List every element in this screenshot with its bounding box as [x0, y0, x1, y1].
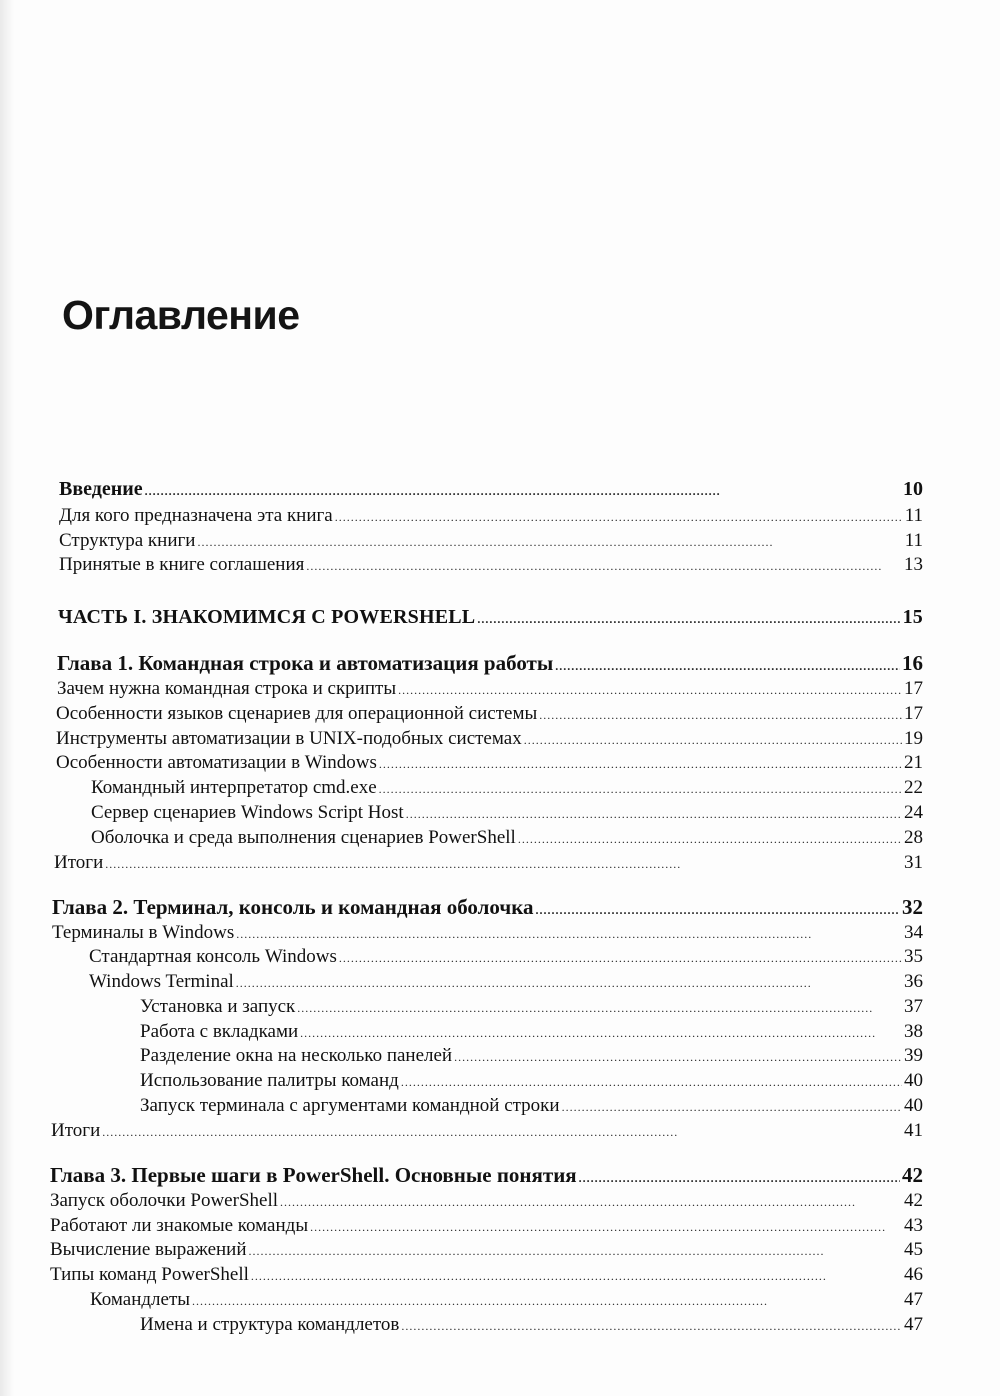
toc-leader-dots: [297, 997, 902, 1019]
toc-entry[interactable]: [91, 802, 923, 825]
toc-entry-title: Терминалы в Windows: [52, 922, 235, 943]
toc-leader-dots: [280, 1191, 902, 1213]
toc-leader-dots: [379, 778, 902, 800]
toc-leader-dots: [539, 704, 902, 726]
toc-entry-page: 43: [904, 1215, 923, 1236]
toc-entry[interactable]: [89, 971, 923, 994]
toc-entry-title: ЧАСТЬ I. ЗНАКОМИМСЯ С POWERSHELL: [58, 606, 476, 628]
toc-leader-dots: [454, 1046, 902, 1068]
toc-chapter-1[interactable]: [57, 652, 923, 677]
toc-leader-dots: [379, 753, 902, 775]
toc-entry-title: Итоги: [54, 852, 104, 873]
toc-entry-page: 11: [904, 530, 923, 551]
toc-entry-page: 10: [903, 478, 923, 500]
toc-entry-page: 21: [904, 752, 923, 773]
page-title: Оглавление: [62, 292, 300, 338]
toc-entry[interactable]: [59, 505, 923, 528]
toc-entry[interactable]: [50, 1190, 923, 1213]
toc-entry[interactable]: [140, 1021, 923, 1044]
toc-entry-title: Типы команд PowerShell: [50, 1264, 249, 1285]
toc-entry-title: Установка и запуск: [140, 996, 296, 1017]
toc-entry[interactable]: [52, 922, 923, 945]
toc-entry[interactable]: [57, 678, 923, 701]
toc-leader-dots: [306, 555, 902, 577]
toc-entry-title: Глава 2. Терминал, консоль и командная оболочка: [52, 895, 534, 919]
toc-entry-page: 28: [904, 827, 923, 848]
toc-entry-page: 32: [902, 895, 923, 919]
toc-entry[interactable]: [50, 1264, 923, 1287]
toc-entry[interactable]: [91, 827, 923, 850]
toc-entry-page: 13: [904, 554, 923, 575]
toc-entry-page: 47: [904, 1289, 923, 1310]
toc-chapter-2[interactable]: [52, 896, 923, 921]
toc-entry-page: 40: [904, 1070, 923, 1091]
toc-entry-title: Глава 3. Первые шаги в PowerShell. Основные понятия: [50, 1163, 577, 1187]
toc-entry-title: Вычисление выражений: [50, 1239, 247, 1260]
toc-leader-dots: [102, 1121, 902, 1143]
toc-entry[interactable]: [140, 996, 923, 1019]
toc-entry-title: Использование палитры команд: [140, 1070, 399, 1091]
toc-leader-dots: [401, 1315, 902, 1337]
toc-leader-dots: [300, 1022, 902, 1044]
toc-entry-title: Инструменты автоматизации в UNIX-подобных системах: [56, 728, 522, 749]
toc-entry-page: 41: [904, 1120, 923, 1141]
toc-entry-page: 46: [904, 1264, 923, 1285]
toc-entry-title: Введение: [59, 478, 143, 500]
toc-leader-dots: [406, 803, 902, 825]
toc-entry-page: 19: [904, 728, 923, 749]
toc-entry-title: Сервер сценариев Windows Script Host: [91, 802, 404, 823]
toc-leader-dots: [339, 947, 902, 969]
toc-entry[interactable]: [59, 530, 923, 553]
toc-entry-page: 42: [902, 1163, 923, 1187]
toc-entry-page: 34: [904, 922, 923, 943]
toc-entry-title: Разделение окна на несколько панелей: [140, 1045, 453, 1066]
toc-entry[interactable]: [89, 946, 923, 969]
toc-entry-title: Особенности языков сценариев для операционной системы: [56, 703, 538, 724]
toc-entry-title: Особенности автоматизации в Windows: [56, 752, 377, 773]
toc-entry-title: Работают ли знакомые команды: [50, 1215, 309, 1236]
toc-entry[interactable]: [56, 728, 923, 751]
toc-entry[interactable]: [140, 1070, 923, 1093]
toc-entry-page: 42: [904, 1190, 923, 1211]
toc-entry[interactable]: [140, 1045, 923, 1068]
toc-leader-dots: [398, 679, 902, 701]
toc-leader-dots: [192, 1290, 902, 1312]
toc-entry[interactable]: [56, 752, 923, 775]
toc-leader-dots: [555, 655, 900, 677]
toc-entry-page: 37: [904, 996, 923, 1017]
toc-leader-dots: [524, 729, 902, 751]
toc-entry-page: 15: [902, 606, 923, 628]
toc-entry-page: 16: [902, 651, 923, 675]
toc-chapter-3[interactable]: [50, 1164, 923, 1189]
toc-entry-title: Работа с вкладками: [140, 1021, 299, 1042]
toc-leader-dots: [145, 480, 901, 502]
toc-entry[interactable]: [59, 554, 923, 577]
toc-leader-dots: [251, 1265, 902, 1287]
toc-entry-title: Для кого предназначена эта книга: [59, 505, 333, 526]
toc-leader-dots: [518, 828, 902, 850]
toc-entry-title: Командный интерпретатор cmd.exe: [91, 777, 377, 798]
toc-entry-page: 11: [904, 505, 923, 526]
toc-part-1[interactable]: [58, 606, 923, 630]
toc-entry-page: 35: [904, 946, 923, 967]
toc-entry[interactable]: [54, 852, 923, 875]
toc-leader-dots: [310, 1216, 902, 1238]
toc-entry-page: 36: [904, 971, 923, 992]
toc-entry-title: Имена и структура командлетов: [140, 1314, 400, 1335]
toc-entry[interactable]: [140, 1095, 923, 1118]
toc-entry-title: Запуск терминала с аргументами командной строки: [140, 1095, 560, 1116]
toc-entry-page: 45: [904, 1239, 923, 1260]
toc-entry-title: Принятые в книге соглашения: [59, 554, 305, 575]
toc-entry-page: 24: [904, 802, 923, 823]
toc-entry-title: Глава 1. Командная строка и автоматизация работы: [57, 651, 554, 675]
toc-leader-dots: [536, 899, 900, 921]
toc-entry[interactable]: [50, 1239, 923, 1262]
toc-entry-title: Оболочка и среда выполнения сценариев PowerShell: [91, 827, 516, 848]
toc-entry[interactable]: [90, 1289, 923, 1312]
toc-leader-dots: [477, 608, 900, 630]
toc-leader-dots: [105, 853, 902, 875]
toc-leader-dots: [335, 506, 903, 528]
toc-entry-page: 17: [904, 703, 923, 724]
toc-entry-page: 47: [904, 1314, 923, 1335]
toc-entry-page: 22: [904, 777, 923, 798]
toc-leader-dots: [236, 923, 902, 945]
toc-entry-title: Командлеты: [90, 1289, 191, 1310]
toc-entry-page: 31: [904, 852, 923, 873]
toc-entry-title: Windows Terminal: [89, 971, 234, 992]
toc-entry-introduction[interactable]: [59, 478, 923, 502]
toc-leader-dots: [579, 1167, 900, 1189]
toc-entry-page: 39: [904, 1045, 923, 1066]
toc-entry[interactable]: [140, 1314, 923, 1337]
toc-entry-title: Зачем нужна командная строка и скрипты: [57, 678, 397, 699]
toc-entry-title: Итоги: [51, 1120, 101, 1141]
toc-entry-title: Структура книги: [59, 530, 196, 551]
toc-leader-dots: [197, 531, 902, 553]
toc-entry[interactable]: [56, 703, 923, 726]
toc-leader-dots: [562, 1096, 902, 1118]
toc-leader-dots: [249, 1240, 902, 1262]
toc-entry-page: 38: [904, 1021, 923, 1042]
toc-entry-title: Запуск оболочки PowerShell: [50, 1190, 278, 1211]
toc-entry[interactable]: [51, 1120, 923, 1143]
toc-entry-title: Стандартная консоль Windows: [89, 946, 337, 967]
toc-entry-page: 40: [904, 1095, 923, 1116]
toc-leader-dots: [236, 972, 902, 994]
toc-leader-dots: [401, 1071, 902, 1093]
toc-entry-page: 17: [904, 678, 923, 699]
toc-entry[interactable]: [91, 777, 923, 800]
toc-entry[interactable]: [50, 1215, 923, 1238]
